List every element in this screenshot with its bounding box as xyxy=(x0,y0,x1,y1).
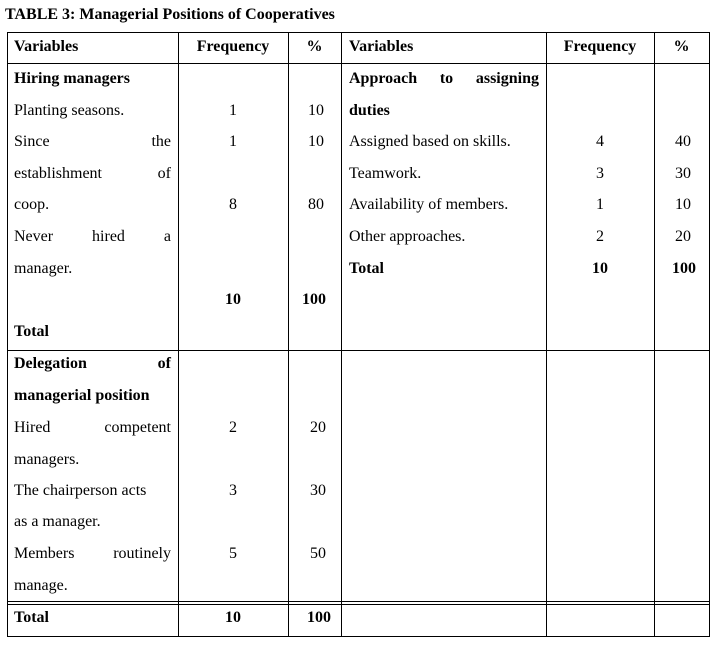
table-header-divider xyxy=(7,63,710,64)
footer-total-percent: 100 xyxy=(307,609,331,626)
table-border-bottom xyxy=(7,636,710,637)
approach-row-3-percent: 10 xyxy=(675,196,691,213)
approach-total-label: Total xyxy=(349,260,384,277)
header-left-frequency: Frequency xyxy=(196,38,270,55)
hiring-row-2-label-line-1: Since the xyxy=(14,133,171,150)
hiring-row-3-frequency: 8 xyxy=(229,196,237,213)
delegation-row-2-label-line-1: The chairperson acts xyxy=(14,482,147,499)
delegation-row-2-frequency: 3 xyxy=(229,482,237,499)
table-caption: TABLE 3: Managerial Positions of Cooperatives xyxy=(5,6,335,23)
column-line-1 xyxy=(7,32,8,637)
delegation-row-3-frequency: 5 xyxy=(229,545,237,562)
delegation-row-3-label-line-1: Members routinely xyxy=(14,545,171,562)
delegation-row-1-label-line-1: Hired competent xyxy=(14,419,171,436)
column-line-6 xyxy=(654,32,655,637)
header-right-frequency: Frequency xyxy=(563,38,637,55)
hiring-row-3-label-line-1: Never hired a xyxy=(14,228,171,245)
approach-row-4-frequency: 2 xyxy=(596,228,604,245)
footer-divider-1 xyxy=(7,601,710,602)
header-right-variables: Variables xyxy=(349,38,414,55)
delegation-title-line-2: managerial position xyxy=(14,387,150,404)
hiring-row-3-percent: 80 xyxy=(308,196,324,213)
hiring-row-1-label: Planting seasons. xyxy=(14,102,125,119)
approach-row-3-label: Availability of members. xyxy=(349,196,509,213)
header-right-percent: % xyxy=(673,38,690,55)
approach-row-3-frequency: 1 xyxy=(596,196,604,213)
approach-row-2-frequency: 3 xyxy=(596,165,604,182)
approach-row-4-label: Other approaches. xyxy=(349,228,466,245)
section-divider xyxy=(7,350,710,351)
column-line-7 xyxy=(709,32,710,637)
delegation-row-2-label-line-2: as a manager. xyxy=(14,513,101,530)
column-line-4 xyxy=(341,32,342,637)
approach-row-1-frequency: 4 xyxy=(596,133,604,150)
delegation-row-2-percent: 30 xyxy=(310,482,326,499)
approach-row-2-label: Teamwork. xyxy=(349,165,422,182)
hiring-row-2-label-line-2: establishment of xyxy=(14,165,171,182)
approach-row-1-label: Assigned based on skills. xyxy=(349,133,511,150)
approach-row-2-percent: 30 xyxy=(675,165,691,182)
approach-title-line-2: duties xyxy=(349,102,390,119)
hiring-total-label: Total xyxy=(14,323,49,340)
hiring-managers-title: Hiring managers xyxy=(14,70,130,87)
hiring-row-2-percent: 10 xyxy=(308,133,324,150)
approach-title-line-1: Approach to assigning xyxy=(349,70,539,87)
hiring-total-percent: 100 xyxy=(302,291,326,308)
delegation-row-1-percent: 20 xyxy=(310,419,326,436)
hiring-row-2-label-line-3: coop. xyxy=(14,196,50,213)
table-border-top xyxy=(7,32,710,33)
delegation-row-1-label-line-2: managers. xyxy=(14,451,80,468)
hiring-total-frequency: 10 xyxy=(225,291,241,308)
approach-row-4-percent: 20 xyxy=(675,228,691,245)
approach-total-percent: 100 xyxy=(672,260,696,277)
hiring-row-2-frequency: 1 xyxy=(229,133,237,150)
delegation-title-line-1: Delegation of xyxy=(14,355,171,372)
hiring-row-1-percent: 10 xyxy=(308,102,324,119)
delegation-row-3-label-line-2: manage. xyxy=(14,577,68,594)
hiring-row-1-frequency: 1 xyxy=(229,102,237,119)
approach-total-frequency: 10 xyxy=(592,260,608,277)
header-left-percent: % xyxy=(306,38,323,55)
footer-total-label: Total xyxy=(14,609,49,626)
approach-row-1-percent: 40 xyxy=(675,133,691,150)
footer-divider-2 xyxy=(7,604,710,605)
delegation-row-1-frequency: 2 xyxy=(229,419,237,436)
delegation-row-3-percent: 50 xyxy=(310,545,326,562)
footer-total-frequency: 10 xyxy=(225,609,241,626)
header-left-variables: Variables xyxy=(14,38,79,55)
hiring-row-3-label-line-2: manager. xyxy=(14,260,73,277)
column-line-5 xyxy=(546,32,547,637)
